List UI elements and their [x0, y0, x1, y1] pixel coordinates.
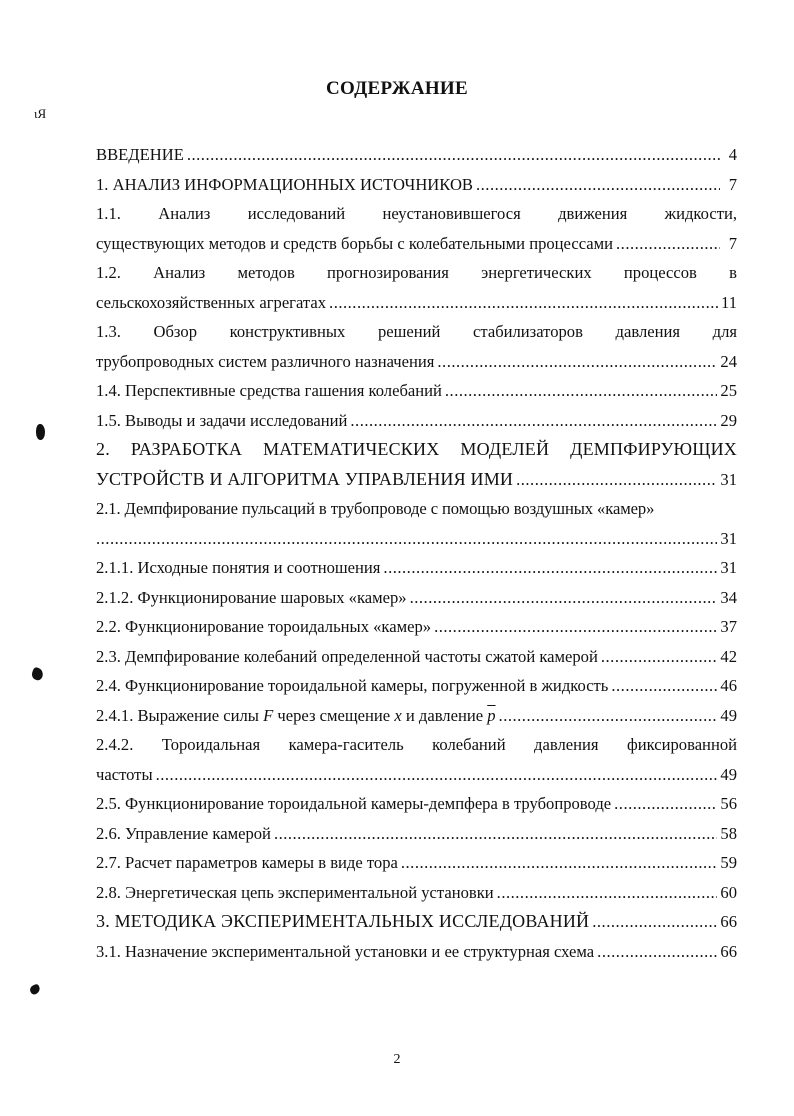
toc-entry-s2-7[interactable] — [96, 848, 737, 878]
toc-page: 37 — [720, 617, 737, 636]
toc-entry-text: существующих методов и средств борьбы с колебательными процессами — [96, 233, 614, 253]
toc-page: 58 — [720, 823, 737, 843]
toc-entry-text: 2.6. Управление камерой — [96, 823, 271, 843]
toc-leader — [499, 701, 718, 731]
toc-leader — [383, 553, 717, 583]
toc-entry-text: трубопроводных систем различного назначения — [96, 351, 435, 371]
toc-page: 31 — [720, 528, 737, 548]
toc-entry-s2-4[interactable] — [96, 671, 737, 701]
toc-entry-text: 2.1. Демпфирование пульсаций в трубопроводе с помощью воздушных «камер» — [96, 499, 655, 518]
toc-entry-s2-3[interactable] — [96, 642, 737, 672]
toc-entry-s2-4-2[interactable] — [96, 730, 737, 789]
toc-leader — [445, 376, 718, 406]
toc-text-part: и давление — [405, 705, 484, 725]
toc-leader — [274, 819, 717, 849]
toc-entry-text: 2. РАЗРАБОТКА МАТЕМАТИЧЕСКИХ МОДЕЛЕЙ ДЕМПФИРУЮЩИХ — [96, 439, 737, 459]
toc-entry-text: 2.4.2. Тороидальная камера-гаситель колебаний давления фиксированной — [96, 735, 737, 754]
toc-leader — [350, 406, 717, 436]
toc-text-part: через смещение — [277, 705, 391, 725]
toc-entry-text: УСТРОЙСТВ И АЛГОРИТМА УПРАВЛЕНИЯ ИМИ — [96, 468, 514, 489]
toc-entry-s1-4[interactable] — [96, 376, 737, 406]
toc-entry-text: ВВЕДЕНИЕ — [96, 145, 184, 164]
toc-text-part: 2.4.1. Выражение силы — [96, 705, 259, 725]
toc-entry-text: 1.5. Выводы и задачи исследований — [96, 410, 348, 430]
toc-leader — [410, 583, 718, 613]
toc-page: 49 — [720, 764, 737, 784]
toc-leader — [156, 760, 718, 790]
scan-blot — [36, 424, 45, 440]
toc-leader — [96, 524, 717, 554]
toc-entry-text: 3.1. Назначение экспериментальной установки и ее структурная схема — [96, 941, 595, 961]
toc-leader — [187, 140, 720, 170]
toc-entry-text: 2.1.2. Функционирование шаровых «камер» — [96, 587, 407, 607]
toc-page: 34 — [720, 587, 737, 607]
toc-page: 7 — [728, 233, 737, 253]
toc-page: 59 — [720, 853, 737, 872]
toc-leader — [437, 347, 717, 377]
table-of-contents — [96, 140, 737, 966]
toc-entry-text: 2.5. Функционирование тороидальной камеры-демпфера в трубопроводе — [96, 794, 612, 813]
toc-entry-s1-2[interactable] — [96, 258, 737, 317]
toc-entry-s2-1-1[interactable] — [96, 553, 737, 583]
toc-leader — [497, 878, 718, 908]
toc-entry-s2[interactable] — [96, 435, 737, 494]
toc-page: 42 — [720, 646, 737, 666]
toc-leader — [329, 288, 718, 318]
toc-page: 11 — [721, 292, 737, 312]
toc-leader — [614, 789, 717, 819]
toc-entry-s3-1[interactable] — [96, 937, 737, 967]
page-title: СОДЕРЖАНИЕ — [326, 78, 468, 99]
toc-leader — [616, 229, 720, 259]
toc-entry-text: 1.1. Анализ исследований неустановившегося движения жидкости, — [96, 204, 737, 223]
toc-page: 56 — [720, 794, 737, 813]
math-var-x: x — [394, 705, 402, 725]
toc-entry-text: 2.2. Функционирование тороидальных «камер» — [96, 617, 432, 636]
toc-leader — [601, 642, 718, 672]
toc-leader — [611, 671, 717, 701]
toc-entry-text: 1.3. Обзор конструктивных решений стабилизаторов давления для — [96, 322, 737, 341]
math-var-p-bar: $\overline{p}$ — [487, 705, 496, 725]
toc-page: 29 — [720, 410, 737, 430]
toc-entry-s1-1[interactable] — [96, 199, 737, 258]
toc-entry-text: сельскохозяйственных агрегатах — [96, 292, 327, 312]
toc-entry-text: 2.4. Функционирование тороидальной камеры, погруженной в жидкость — [96, 676, 609, 695]
toc-entry-s2-4-1[interactable] — [96, 701, 737, 731]
toc-entry-s1[interactable] — [96, 170, 737, 200]
toc-entry-text: 2.3. Демпфирование колебаний определенной частоты сжатой камерой — [96, 646, 598, 666]
toc-leader — [401, 848, 718, 878]
toc-page: 66 — [720, 941, 737, 961]
toc-entry-s2-2[interactable] — [96, 612, 737, 642]
toc-page: 4 — [728, 145, 737, 164]
toc-page: 60 — [720, 882, 737, 902]
toc-entry-text: 2.8. Энергетическая цепь экспериментальной установки — [96, 882, 494, 902]
scan-blot — [30, 666, 44, 681]
toc-entry-text — [96, 701, 496, 731]
toc-entry-text: 1.4. Перспективные средства гашения колебаний — [96, 381, 442, 400]
toc-entry-s1-3[interactable] — [96, 317, 737, 376]
toc-entry-s2-6[interactable] — [96, 819, 737, 849]
toc-page: 31 — [720, 469, 737, 489]
toc-page: 24 — [720, 351, 737, 371]
page-number: 2 — [393, 1052, 401, 1067]
toc-entry-text: 3. МЕТОДИКА ЭКСПЕРИМЕНТАЛЬНЫХ ИССЛЕДОВАНИЙ — [96, 911, 590, 931]
toc-entry-text: частоты — [96, 764, 153, 784]
toc-leader — [597, 937, 717, 967]
toc-page: 25 — [720, 381, 737, 400]
toc-entry-s2-1-2[interactable] — [96, 583, 737, 613]
toc-leader — [476, 170, 720, 200]
toc-page: 49 — [720, 705, 737, 725]
toc-entry-s3[interactable] — [96, 907, 737, 937]
toc-page: 31 — [720, 558, 737, 577]
toc-page: 66 — [720, 912, 737, 931]
toc-leader — [516, 465, 717, 495]
toc-entry-s2-5[interactable] — [96, 789, 737, 819]
toc-entry-s1-5[interactable] — [96, 406, 737, 436]
toc-entry-text: 1.2. Анализ методов прогнозирования энергетических процессов в — [96, 263, 737, 282]
toc-leader — [434, 612, 717, 642]
toc-entry-text: 2.7. Расчет параметров камеры в виде тора — [96, 853, 398, 872]
toc-entry-text: 2.1.1. Исходные понятия и соотношения — [96, 558, 381, 577]
toc-page: 46 — [720, 676, 737, 695]
scan-mark: ɩЯ — [34, 106, 47, 121]
math-var-f: F — [263, 705, 274, 725]
toc-leader — [592, 907, 717, 937]
scan-blot — [29, 983, 42, 995]
toc-page: 7 — [728, 174, 737, 194]
toc-entry-text: 1. АНАЛИЗ ИНФОРМАЦИОННЫХ ИСТОЧНИКОВ — [96, 174, 473, 194]
toc-entry-s2-8[interactable] — [96, 878, 737, 908]
toc-entry-intro[interactable] — [96, 140, 737, 170]
toc-entry-s2-1[interactable] — [96, 494, 737, 553]
